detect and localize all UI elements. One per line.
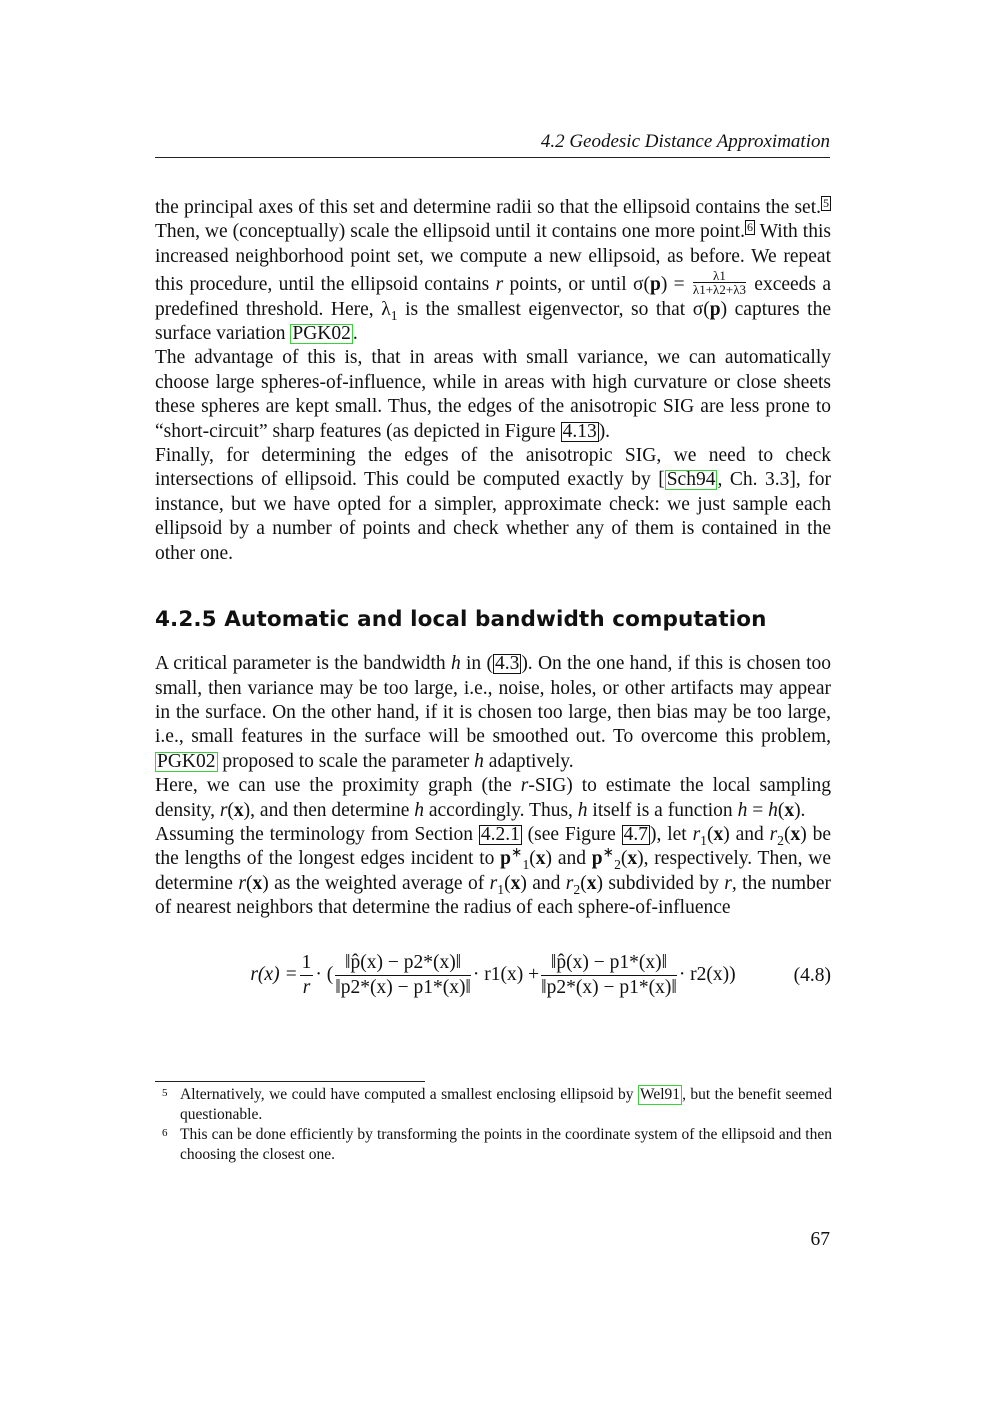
subscript: 2 — [777, 832, 784, 848]
subscript: 1 — [390, 307, 398, 323]
text: The advantage of this is, that in areas with small variance, we can automatically choose large spheres-of-influence, while in areas with high curvature or close sheets these spheres are kept small. Thus, the edges of the anisotropic SIG are less prone to “short-circuit” sharp features (as depicted in Figure — [155, 347, 831, 442]
subscript: 2 — [573, 881, 581, 897]
superscript: ∗ — [511, 844, 523, 860]
text: ) be the lengths of the longest edges incident to — [155, 823, 831, 870]
text: ), let — [650, 823, 693, 845]
paragraph-4 — [155, 652, 831, 774]
math-var: x — [510, 872, 521, 894]
equation-4-8 — [155, 943, 831, 1009]
text: ) and — [545, 848, 592, 870]
equation-operator: · r1(x) + — [472, 964, 540, 986]
math-var: h — [450, 653, 461, 675]
fraction-numerator: λ1 — [693, 269, 746, 283]
paragraph-1 — [155, 196, 831, 346]
inline-fraction — [693, 269, 746, 296]
math-var: p — [500, 848, 512, 870]
math-var: p — [591, 848, 603, 870]
text: ) = — [660, 274, 691, 296]
text: A critical parameter is the bandwidth — [155, 653, 451, 675]
math-var: r — [495, 274, 504, 296]
equation-link[interactable]: 4.3 — [494, 653, 520, 675]
text: ) and — [723, 823, 770, 845]
text: is the smallest eigenvector, so that σ( — [397, 298, 710, 320]
equation-fraction-weight-1 — [335, 951, 471, 1000]
footnote-link-5[interactable]: 5 — [823, 196, 829, 210]
text: ) and — [520, 872, 566, 894]
text: Here, we can use the proximity graph (the — [155, 775, 521, 797]
math-var: r — [769, 823, 778, 845]
text: ) subdivided by — [596, 872, 725, 894]
footnote-number: 6 — [162, 1127, 168, 1139]
paragraph-5 — [155, 774, 831, 823]
text: ), respectively. Then, we determine — [155, 848, 831, 894]
text: , but the benefit seemed questionable. — [180, 1086, 832, 1123]
footnote-divider — [155, 1081, 425, 1082]
text: Then, we (conceptually) scale the ellipsoid until it contains one more point. — [155, 221, 745, 243]
citation-link[interactable]: Wel91 — [639, 1086, 681, 1103]
math-var: x — [586, 872, 597, 894]
paragraph-3 — [155, 444, 831, 566]
text: ). On the one hand, if this is chosen too small, then variance may be too large, i.e., noise, holes, or other artifacts may appear in the surface. On the other hand, if it is chosen too large, then bias may be too large, i.e., small features in the surface will be smoothed out. To overcome this problem, — [155, 653, 831, 748]
math-var: h — [474, 750, 484, 772]
running-head: 4.2 Geodesic Distance Approximation — [155, 131, 830, 158]
text: (see Figure — [521, 823, 622, 845]
fraction-denominator: λ1+λ2+λ3 — [692, 282, 746, 298]
footnote-5 — [162, 1085, 832, 1125]
paragraph-6: Assuming the terminology from Section 4.2.1 (see Figure 4.7 ), let $r_1(x)$ and $r_2(x)$ be the lengths of the longest edges incident to $p^∗_1(x)$ and $p^∗_2(x)$, respectively. Then, we determine r(x) as the weighted average of $r_1(x)$ and $r_2(x)$ subdivided by r, the number of nearest neighbors that determine the radius of each sphere-of-influence — [155, 823, 831, 919]
paragraph-2 — [155, 346, 831, 444]
superscript: ∗ — [602, 844, 615, 860]
page-number: 67 — [810, 1229, 830, 1250]
text: , the number of nearest neighbors that determine the radius of each sphere-of-influence — [155, 872, 831, 919]
equation-operator: · r2(x)) — [678, 964, 736, 986]
math-var: r — [489, 872, 498, 894]
fraction-denominator: ‖p2*(x) − p1*(x)‖ — [335, 977, 471, 999]
subscript: 1 — [700, 832, 707, 848]
math-var: r — [219, 799, 228, 821]
subscript: 1 — [497, 881, 505, 897]
math-var: r — [238, 872, 246, 894]
math-var: x — [535, 848, 546, 870]
text: the principal axes of this set and determine radii so that the ellipsoid contains the set. — [155, 197, 821, 218]
equation-fraction-weight-2 — [541, 951, 677, 1000]
text: , Ch. 3.3], for instance, but we have opted for a simpler, approximate check: we just sample each ellipsoid by a number of points and check whether any of them is contained in the other one. — [155, 469, 831, 564]
math-var: h — [414, 799, 424, 821]
math-var: r — [724, 872, 732, 894]
footnote-text — [180, 1085, 832, 1125]
math-var: x — [252, 872, 263, 894]
text: itself is a function — [587, 799, 738, 821]
math-var: p — [709, 298, 721, 320]
text: exceeds a predefined threshold. Here, λ — [155, 274, 831, 320]
section-link[interactable]: 4.2.1 — [480, 823, 520, 845]
equation-operator: · ( — [315, 964, 334, 986]
text: accordingly. Thus, — [423, 799, 578, 821]
text: ) as the weighted average of — [262, 872, 490, 894]
footnote-6 — [162, 1125, 832, 1165]
text: in ( — [460, 653, 493, 675]
equation-fraction-1-over-r — [300, 951, 314, 1000]
footnote-number: 5 — [162, 1087, 168, 1099]
footnote-text: This can be done efficiently by transforming the points in the coordinate system of the ellipsoid and then choosing the closest one. — [180, 1126, 832, 1163]
math-var: r — [565, 872, 574, 894]
math-var: p — [649, 274, 661, 296]
math-var: x — [713, 823, 724, 845]
text: ). — [598, 420, 611, 442]
text: Assuming the terminology from Section — [155, 823, 479, 845]
text: ), and then determine — [243, 799, 415, 821]
citation-link[interactable]: Sch94 — [666, 469, 716, 491]
math-var: x — [790, 823, 801, 845]
math-var: h — [737, 799, 748, 821]
equation-number: (4.8) — [793, 964, 831, 986]
text: . — [352, 323, 358, 345]
citation-link[interactable]: PGK02 — [292, 323, 351, 345]
text: ) captures the surface variation — [155, 298, 831, 345]
math-var: x — [784, 799, 795, 821]
text: With this increased neighborhood point set, we compute a new ellipsoid, as before. We repeat this procedure, until the ellipsoid contains — [155, 221, 831, 296]
math-var: h — [768, 799, 778, 821]
subscript: 2 — [614, 857, 621, 873]
math-var: x — [627, 848, 638, 870]
equation-lhs: r(x) = — [250, 964, 298, 986]
text: ( — [777, 799, 785, 821]
text: proposed to scale the parameter — [217, 750, 475, 772]
math-var: r — [520, 775, 529, 797]
citation-link[interactable]: PGK02 — [157, 750, 216, 772]
fraction-numerator: 1 — [300, 951, 314, 976]
figure-link[interactable]: 4.13 — [562, 420, 597, 442]
fraction-denominator: r — [302, 977, 311, 999]
text: points, or until σ( — [503, 274, 650, 296]
math-var: x — [233, 799, 244, 821]
footnotes — [162, 1085, 832, 1165]
text: = — [747, 799, 769, 821]
math-var: h — [577, 799, 588, 821]
text: adaptively. — [483, 750, 574, 772]
body-text — [155, 196, 831, 1009]
text: ). — [794, 799, 806, 821]
text: Finally, for determining the edges of the anisotropic SIG, we need to check intersections of ellipsoid. This could be computed exactly by [ — [155, 445, 831, 491]
section-heading: 4.2.5 Automatic and local bandwidth computation — [155, 607, 767, 633]
footnote-link-6[interactable]: 6 — [746, 220, 753, 235]
fraction-denominator: ‖p2*(x) − p1*(x)‖ — [541, 977, 677, 999]
math-var: r — [692, 823, 701, 845]
text: ( — [227, 799, 234, 821]
figure-link[interactable]: 4.7 — [623, 823, 649, 845]
text: Alternatively, we could have computed a smallest enclosing ellipsoid by — [180, 1086, 638, 1103]
subscript: 1 — [522, 857, 530, 873]
fraction-numerator: ‖p̂(x) − p1*(x)‖ — [541, 951, 677, 976]
fraction-numerator: ‖p̂(x) − p2*(x)‖ — [335, 951, 471, 976]
text: -SIG) to estimate the local sampling density, — [155, 775, 831, 821]
